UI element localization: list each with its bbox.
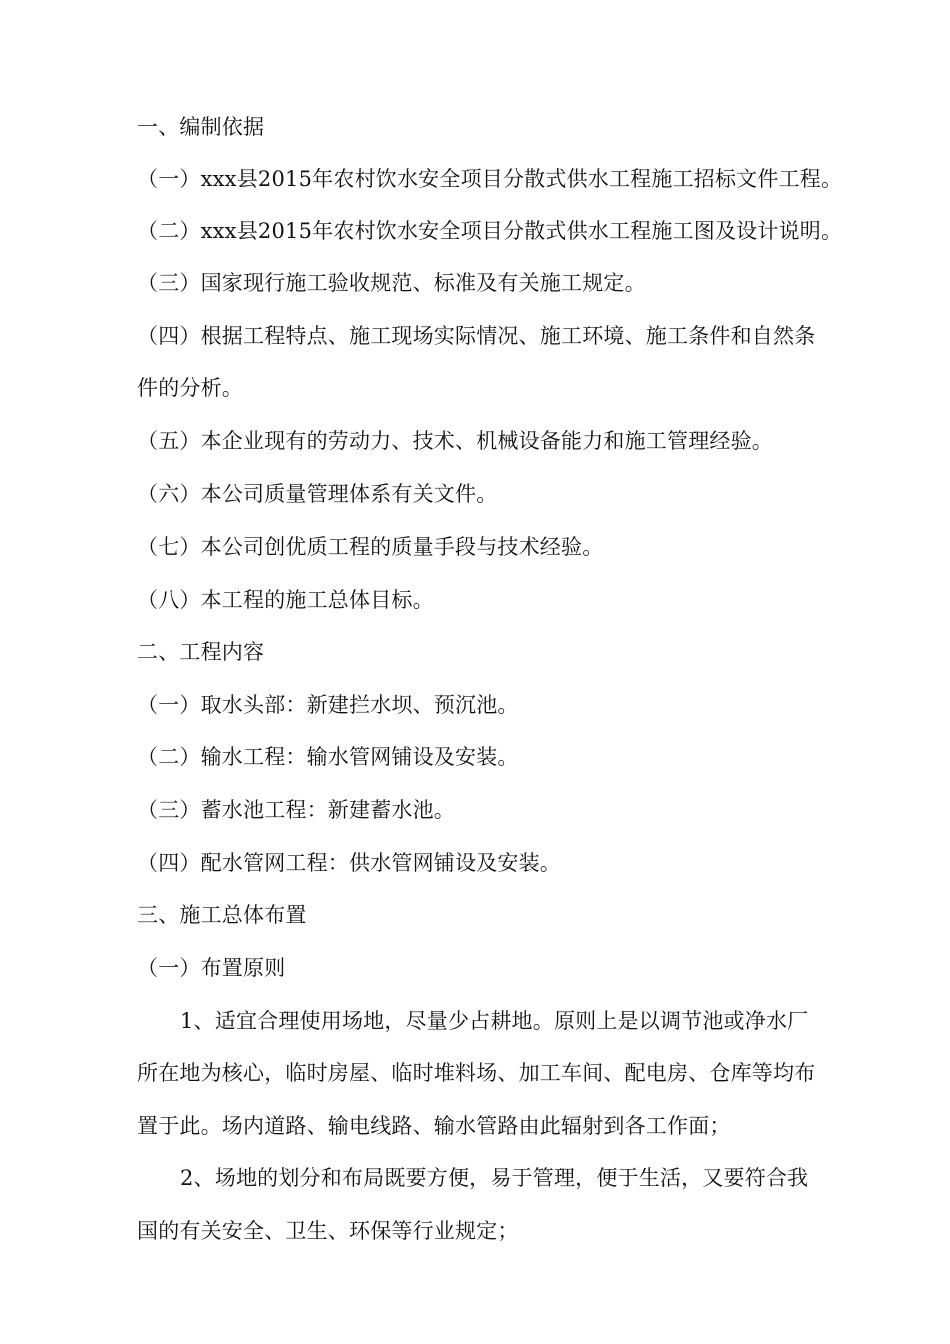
basis-item-6: （六）本公司质量管理体系有关文件。 bbox=[137, 482, 498, 506]
basis-item-1: （一）xxx县2015年农村饮水安全项目分散式供水工程施工招标文件工程。 bbox=[137, 167, 843, 191]
basis-item-2: （二）xxx县2015年农村饮水安全项目分散式供水工程施工图及设计说明。 bbox=[137, 219, 843, 243]
basis-item-7: （七）本公司创优质工程的质量手段与技术经验。 bbox=[137, 535, 604, 559]
section-heading-1: 一、编制依据 bbox=[137, 115, 265, 139]
paragraph-1-line-1: 1、适宜合理使用场地，尽量少占耕地。原则上是以调节池或净水厂 bbox=[180, 1009, 809, 1033]
subsection-heading: （一）布置原则 bbox=[137, 956, 286, 980]
basis-item-8: （八）本工程的施工总体目标。 bbox=[137, 588, 434, 612]
content-item-1: （一）取水头部：新建拦水坝、预沉池。 bbox=[137, 693, 519, 717]
basis-item-4-continued: 件的分析。 bbox=[137, 376, 243, 400]
content-item-2: （二）输水工程：输水管网铺设及安装。 bbox=[137, 745, 519, 769]
section-heading-2: 二、工程内容 bbox=[137, 640, 265, 664]
paragraph-1-line-2: 所在地为核心，临时房屋、临时堆料场、加工车间、配电房、仓库等均布 bbox=[137, 1061, 816, 1085]
content-item-3: （三）蓄水池工程：新建蓄水池。 bbox=[137, 798, 455, 822]
basis-item-4: （四）根据工程特点、施工现场实际情况、施工环境、施工条件和自然条 bbox=[137, 324, 816, 348]
paragraph-2-line-1: 2、场地的划分和布局既要方便，易于管理，便于生活，又要符合我 bbox=[180, 1166, 809, 1190]
basis-item-3: （三）国家现行施工验收规范、标准及有关施工规定。 bbox=[137, 271, 646, 295]
content-item-4: （四）配水管网工程：供水管网铺设及安装。 bbox=[137, 851, 561, 875]
section-heading-3: 三、施工总体布置 bbox=[137, 903, 307, 927]
basis-item-5: （五）本企业现有的劳动力、技术、机械设备能力和施工管理经验。 bbox=[137, 429, 773, 453]
paragraph-2-line-2: 国的有关安全、卫生、环保等行业规定； bbox=[137, 1219, 519, 1243]
paragraph-1-line-3: 置于此。场内道路、输电线路、输水管路由此辐射到各工作面； bbox=[137, 1114, 731, 1138]
